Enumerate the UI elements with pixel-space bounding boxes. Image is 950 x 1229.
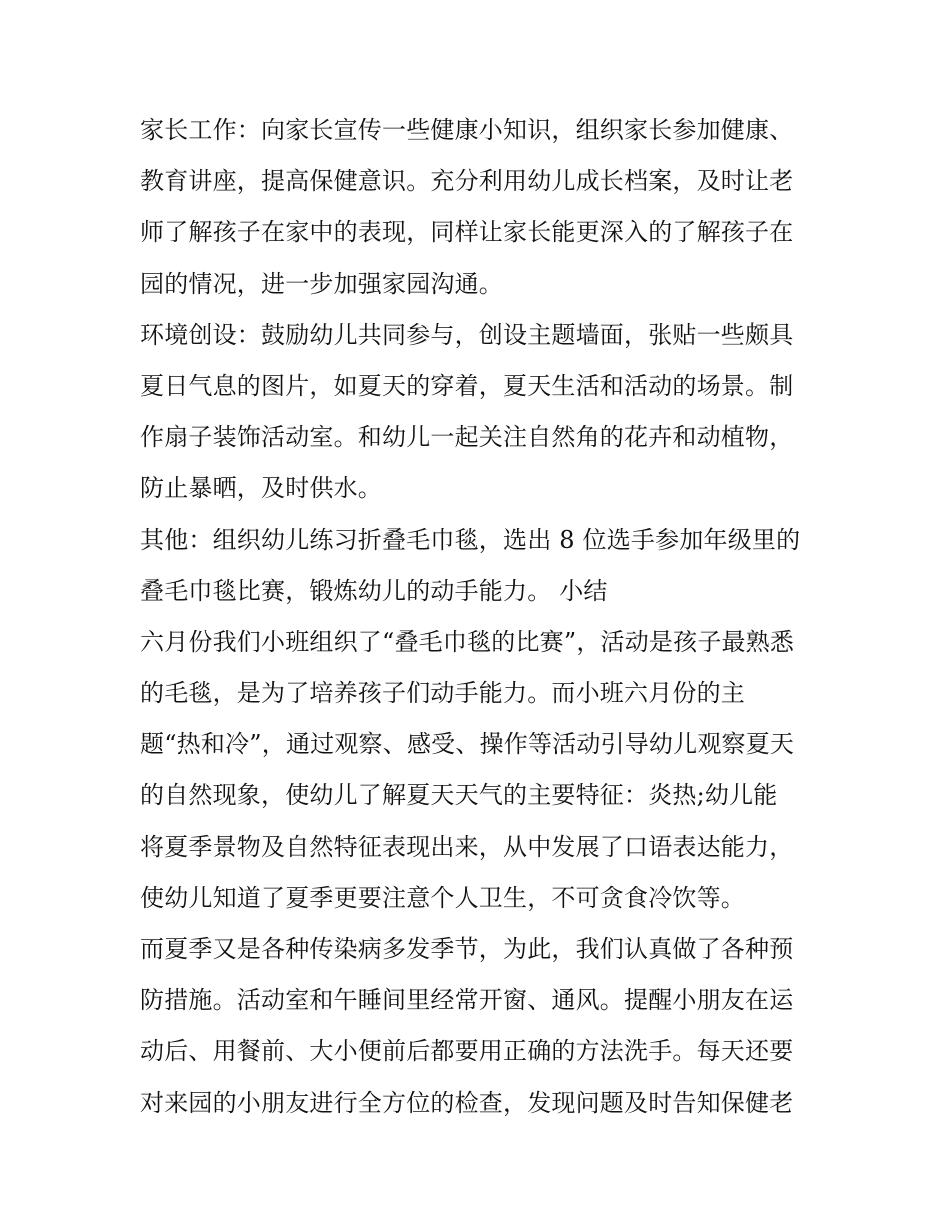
text-line: 作扇子装饰活动室。和幼儿一起关注自然角的花卉和动植物， — [140, 423, 794, 452]
text-line: 动后、用餐前、大小便前后都要用正确的方法洗手。每天还要 — [140, 1037, 794, 1066]
text-line: 将夏季景物及自然特征表现出来，从中发展了口语表达能力， — [140, 832, 794, 861]
text-line: 而夏季又是各种传染病多发季节，为此，我们认真做了各种预 — [140, 935, 794, 963]
text-line: 园的情况，进一步加强家园沟通。 — [140, 269, 503, 298]
text-line: 的毛毯，是为了培养孩子们动手能力。而小班六月份的主 — [140, 679, 745, 708]
text-line: 夏日气息的图片，如夏天的穿着，夏天生活和活动的场景。制 — [140, 371, 794, 400]
text-line: 使幼儿知道了夏季更要注意个人卫生，不可贪食冷饮等。 — [140, 883, 745, 912]
body-text — [140, 108, 820, 1132]
text-line: 防措施。活动室和午睡间里经常开窗、通风。提醒小朋友在运 — [140, 986, 794, 1015]
text-line: 防止暴晒，及时供水。 — [140, 474, 382, 503]
text-line: 家长工作：向家长宣传一些健康小知识，组织家长参加健康、 — [140, 116, 794, 144]
text-line: 的自然现象，使幼儿了解夏天天气的主要特征：炎热;幼儿能 — [140, 781, 778, 810]
text-line: 叠毛巾毯比赛，锻炼幼儿的动手能力。 小结 — [140, 576, 608, 605]
text-line: 对来园的小朋友进行全方位的检查，发现问题及时告知保健老 — [140, 1088, 794, 1117]
text-line: 题“热和冷”，通过观察、感受、操作等活动引导幼儿观察夏天 — [140, 730, 795, 759]
text-line: 六月份我们小班组织了“叠毛巾毯的比赛”，活动是孩子最熟悉 — [140, 627, 795, 656]
text-line: 教育讲座，提高保健意识。充分利用幼儿成长档案，及时让老 — [140, 167, 794, 196]
text-line: 环境创设：鼓励幼儿共同参与，创设主题墙面，张贴一些颇具 — [140, 320, 794, 349]
text-line: 师了解孩子在家中的表现，同样让家长能更深入的了解孩子在 — [140, 218, 794, 247]
text-line: 其他：组织幼儿练习折叠毛巾毯，选出 8 位选手参加年级里的 — [140, 525, 801, 554]
